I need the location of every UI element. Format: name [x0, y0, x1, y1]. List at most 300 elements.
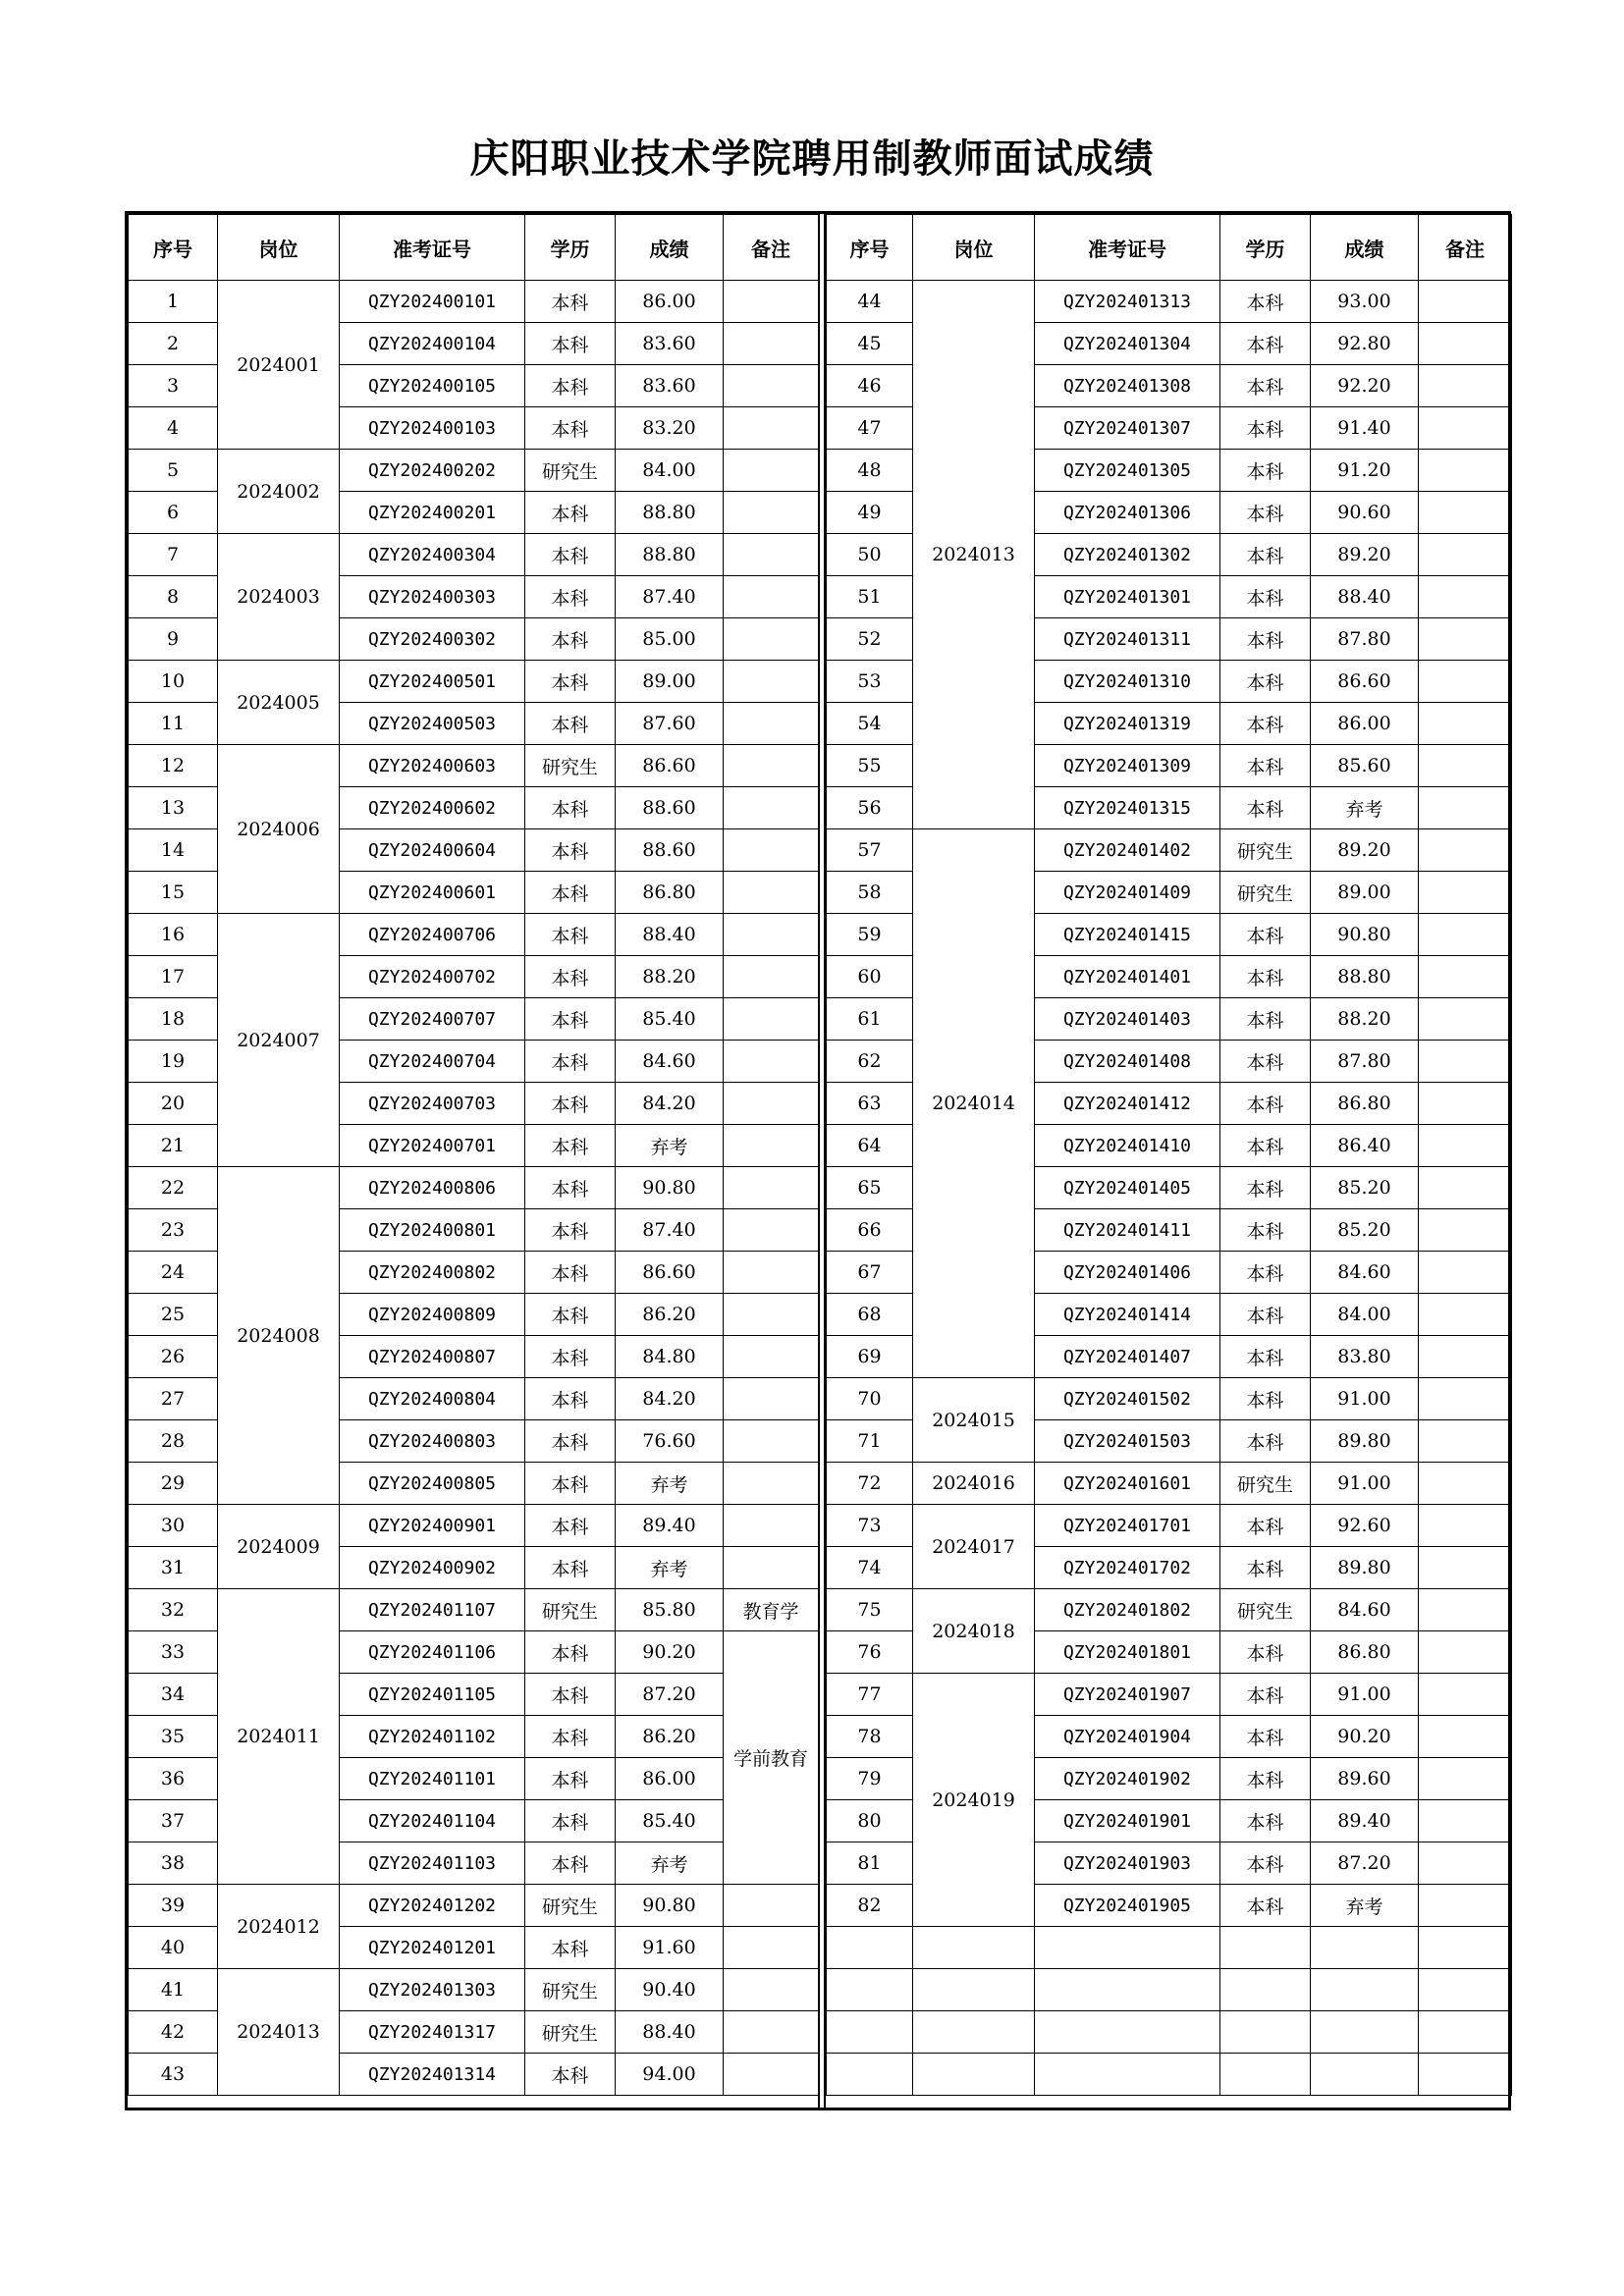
row-score: 88.20 — [1311, 998, 1419, 1041]
empty-cell — [1311, 2011, 1419, 2054]
row-no: 42 — [129, 2011, 218, 2054]
row-post: 2024018 — [913, 1589, 1035, 1674]
row-exam-id: QZY202401904 — [1035, 1716, 1220, 1758]
row-score: 85.60 — [1311, 745, 1419, 787]
row-no: 19 — [129, 1041, 218, 1083]
row-education: 本科 — [525, 1125, 616, 1167]
row-education: 本科 — [525, 956, 616, 998]
row-post: 2024001 — [218, 281, 340, 450]
row-score: 89.80 — [1311, 1420, 1419, 1463]
row-score: 87.20 — [616, 1674, 724, 1716]
row-exam-id: QZY202401702 — [1035, 1547, 1220, 1589]
table-row — [827, 829, 1512, 872]
row-exam-id: QZY202401311 — [1035, 618, 1220, 661]
row-score: 90.40 — [616, 1969, 724, 2011]
row-exam-id: QZY202400704 — [340, 1041, 525, 1083]
row-post: 2024003 — [218, 534, 340, 661]
row-score: 86.80 — [1311, 1083, 1419, 1125]
row-education: 本科 — [1220, 1800, 1311, 1842]
row-note — [724, 745, 819, 787]
row-exam-id: QZY202401107 — [340, 1589, 525, 1631]
row-no: 5 — [129, 450, 218, 492]
row-no: 66 — [827, 1209, 913, 1252]
row-note — [724, 407, 819, 450]
row-no: 37 — [129, 1800, 218, 1842]
row-exam-id: QZY202401102 — [340, 1716, 525, 1758]
row-score: 84.60 — [1311, 1589, 1419, 1631]
row-education: 研究生 — [525, 1589, 616, 1631]
row-no: 62 — [827, 1041, 913, 1083]
empty-cell — [1419, 1969, 1512, 2011]
row-no: 80 — [827, 1800, 913, 1842]
row-education: 研究生 — [1220, 1589, 1311, 1631]
empty-cell — [1220, 1969, 1311, 2011]
row-score: 88.40 — [616, 2011, 724, 2054]
row-note — [724, 1041, 819, 1083]
table-right-half — [826, 214, 1511, 2108]
row-exam-id: QZY202401412 — [1035, 1083, 1220, 1125]
row-education: 本科 — [1220, 1420, 1311, 1463]
row-no: 24 — [129, 1252, 218, 1294]
row-score: 86.20 — [616, 1716, 724, 1758]
header-post: 岗位 — [218, 215, 340, 281]
row-exam-id: QZY202400706 — [340, 914, 525, 956]
row-no: 43 — [129, 2054, 218, 2096]
empty-cell — [827, 2011, 913, 2054]
row-exam-id: QZY202401402 — [1035, 829, 1220, 872]
row-score: 86.00 — [616, 1758, 724, 1800]
row-note — [724, 1209, 819, 1252]
row-exam-id: QZY202401408 — [1035, 1041, 1220, 1083]
row-exam-id: QZY202400802 — [340, 1252, 525, 1294]
table-row — [129, 745, 819, 787]
row-score: 83.20 — [616, 407, 724, 450]
row-note — [1419, 956, 1512, 998]
row-score: 85.20 — [1311, 1209, 1419, 1252]
row-exam-id: QZY202401303 — [340, 1969, 525, 2011]
row-note — [724, 281, 819, 323]
row-post: 2024017 — [913, 1505, 1035, 1589]
row-note — [1419, 323, 1512, 365]
row-note — [724, 1969, 819, 2011]
row-score: 88.80 — [616, 492, 724, 534]
header-row — [129, 215, 819, 281]
row-education: 本科 — [525, 1463, 616, 1505]
row-no: 30 — [129, 1505, 218, 1547]
row-no: 31 — [129, 1547, 218, 1589]
row-no: 51 — [827, 576, 913, 618]
row-note — [724, 872, 819, 914]
row-score: 76.60 — [616, 1420, 724, 1463]
row-note — [1419, 534, 1512, 576]
table-row — [129, 1969, 819, 2011]
header-note: 备注 — [1419, 215, 1512, 281]
row-no: 58 — [827, 872, 913, 914]
row-exam-id: QZY202400809 — [340, 1294, 525, 1336]
row-note — [1419, 998, 1512, 1041]
row-note — [1419, 703, 1512, 745]
row-education: 本科 — [525, 492, 616, 534]
row-post: 2024008 — [218, 1167, 340, 1505]
row-note — [724, 1167, 819, 1209]
row-exam-id: QZY202401105 — [340, 1674, 525, 1716]
row-no: 12 — [129, 745, 218, 787]
row-no: 3 — [129, 365, 218, 407]
empty-row — [827, 2011, 1512, 2054]
row-score: 91.20 — [1311, 450, 1419, 492]
row-note — [724, 1125, 819, 1167]
row-score: 88.40 — [616, 914, 724, 956]
row-education: 研究生 — [525, 2011, 616, 2054]
header-edu: 学历 — [525, 215, 616, 281]
row-score: 86.00 — [1311, 703, 1419, 745]
empty-cell — [827, 1969, 913, 2011]
row-no: 9 — [129, 618, 218, 661]
row-no: 33 — [129, 1631, 218, 1674]
row-note — [1419, 1252, 1512, 1294]
row-score: 91.00 — [1311, 1674, 1419, 1716]
row-exam-id: QZY202401801 — [1035, 1631, 1220, 1674]
row-no: 32 — [129, 1589, 218, 1631]
row-education: 本科 — [1220, 1758, 1311, 1800]
row-education: 本科 — [525, 998, 616, 1041]
row-exam-id: QZY202401903 — [1035, 1842, 1220, 1885]
row-exam-id: QZY202401201 — [340, 1927, 525, 1969]
row-exam-id: QZY202400601 — [340, 872, 525, 914]
row-score: 87.60 — [616, 703, 724, 745]
row-education: 本科 — [525, 914, 616, 956]
row-no: 7 — [129, 534, 218, 576]
empty-cell — [913, 2011, 1035, 2054]
empty-cell — [913, 1927, 1035, 1969]
row-no: 68 — [827, 1294, 913, 1336]
row-education: 本科 — [1220, 1547, 1311, 1589]
row-exam-id: QZY202401314 — [340, 2054, 525, 2096]
row-education: 本科 — [1220, 281, 1311, 323]
row-no: 52 — [827, 618, 913, 661]
row-no: 22 — [129, 1167, 218, 1209]
row-education: 本科 — [525, 1547, 616, 1589]
empty-row — [827, 1969, 1512, 2011]
row-exam-id: QZY202401306 — [1035, 492, 1220, 534]
empty-cell — [1035, 1969, 1220, 2011]
row-no: 47 — [827, 407, 913, 450]
row-note — [1419, 872, 1512, 914]
row-education: 本科 — [525, 1674, 616, 1716]
row-education: 本科 — [525, 365, 616, 407]
row-education: 本科 — [1220, 1167, 1311, 1209]
header-score: 成绩 — [616, 215, 724, 281]
row-note — [724, 1463, 819, 1505]
row-no: 16 — [129, 914, 218, 956]
row-no: 8 — [129, 576, 218, 618]
row-note — [724, 1505, 819, 1547]
row-note — [1419, 1842, 1512, 1885]
row-exam-id: QZY202400807 — [340, 1336, 525, 1378]
row-no: 6 — [129, 492, 218, 534]
row-exam-id: QZY202400303 — [340, 576, 525, 618]
row-exam-id: QZY202401907 — [1035, 1674, 1220, 1716]
row-score: 84.00 — [1311, 1294, 1419, 1336]
row-no: 14 — [129, 829, 218, 872]
row-exam-id: QZY202401104 — [340, 1800, 525, 1842]
row-education: 本科 — [1220, 787, 1311, 829]
row-score: 88.20 — [616, 956, 724, 998]
row-note — [724, 1252, 819, 1294]
row-score: 弃考 — [616, 1125, 724, 1167]
row-education: 本科 — [1220, 365, 1311, 407]
row-note — [1419, 450, 1512, 492]
row-note — [1419, 1758, 1512, 1800]
row-exam-id: QZY202401301 — [1035, 576, 1220, 618]
row-no: 11 — [129, 703, 218, 745]
empty-row — [827, 2054, 1512, 2096]
row-no: 1 — [129, 281, 218, 323]
header-post: 岗位 — [913, 215, 1035, 281]
row-exam-id: QZY202400902 — [340, 1547, 525, 1589]
row-exam-id: QZY202401410 — [1035, 1125, 1220, 1167]
row-no: 74 — [827, 1547, 913, 1589]
score-table — [125, 211, 1511, 2110]
row-no: 55 — [827, 745, 913, 787]
row-education: 本科 — [1220, 956, 1311, 998]
row-exam-id: QZY202400806 — [340, 1167, 525, 1209]
row-score: 87.40 — [616, 576, 724, 618]
row-exam-id: QZY202401307 — [1035, 407, 1220, 450]
row-exam-id: QZY202401309 — [1035, 745, 1220, 787]
row-note — [724, 1294, 819, 1336]
row-exam-id: QZY202401401 — [1035, 956, 1220, 998]
row-no: 70 — [827, 1378, 913, 1420]
row-score: 90.80 — [616, 1167, 724, 1209]
row-exam-id: QZY202400503 — [340, 703, 525, 745]
row-education: 本科 — [1220, 1842, 1311, 1885]
row-education: 本科 — [1220, 1125, 1311, 1167]
row-post: 2024006 — [218, 745, 340, 914]
row-exam-id: QZY202401101 — [340, 1758, 525, 1800]
row-score: 86.20 — [616, 1294, 724, 1336]
row-note — [1419, 661, 1512, 703]
row-no: 82 — [827, 1885, 913, 1927]
row-score: 84.00 — [616, 450, 724, 492]
row-note — [724, 365, 819, 407]
row-no: 40 — [129, 1927, 218, 1969]
row-exam-id: QZY202400202 — [340, 450, 525, 492]
row-exam-id: QZY202400701 — [340, 1125, 525, 1167]
row-post: 2024005 — [218, 661, 340, 745]
row-no: 76 — [827, 1631, 913, 1674]
row-education: 本科 — [1220, 1209, 1311, 1252]
row-education: 本科 — [1220, 323, 1311, 365]
row-no: 29 — [129, 1463, 218, 1505]
row-score: 83.60 — [616, 323, 724, 365]
row-note — [1419, 1885, 1512, 1927]
row-no: 15 — [129, 872, 218, 914]
row-exam-id: QZY202401415 — [1035, 914, 1220, 956]
row-post: 2024013 — [218, 1969, 340, 2096]
row-no: 4 — [129, 407, 218, 450]
row-score: 84.80 — [616, 1336, 724, 1378]
row-education: 本科 — [525, 1378, 616, 1420]
row-note — [1419, 1167, 1512, 1209]
row-exam-id: QZY202401407 — [1035, 1336, 1220, 1378]
row-note — [724, 534, 819, 576]
row-note — [1419, 914, 1512, 956]
row-note — [724, 1885, 819, 1927]
row-exam-id: QZY202401305 — [1035, 450, 1220, 492]
row-education: 研究生 — [1220, 829, 1311, 872]
row-score: 89.00 — [616, 661, 724, 703]
row-exam-id: QZY202401901 — [1035, 1800, 1220, 1842]
row-score: 88.80 — [1311, 956, 1419, 998]
row-score: 92.80 — [1311, 323, 1419, 365]
row-education: 本科 — [525, 1209, 616, 1252]
row-no: 2 — [129, 323, 218, 365]
row-education: 本科 — [525, 1631, 616, 1674]
empty-cell — [1419, 2011, 1512, 2054]
row-post: 2024019 — [913, 1674, 1035, 1927]
row-note — [724, 2011, 819, 2054]
row-score: 弃考 — [616, 1842, 724, 1885]
row-score: 86.40 — [1311, 1125, 1419, 1167]
row-note — [724, 492, 819, 534]
row-score: 84.20 — [616, 1378, 724, 1420]
header-id: 准考证号 — [340, 215, 525, 281]
row-education: 本科 — [1220, 450, 1311, 492]
row-note — [724, 450, 819, 492]
row-education: 本科 — [525, 1716, 616, 1758]
row-score: 83.60 — [616, 365, 724, 407]
row-exam-id: QZY202401106 — [340, 1631, 525, 1674]
row-score: 88.60 — [616, 829, 724, 872]
row-note — [724, 1927, 819, 1969]
row-note — [724, 661, 819, 703]
row-score: 弃考 — [1311, 787, 1419, 829]
row-note — [1419, 1505, 1512, 1547]
row-education: 研究生 — [1220, 1463, 1311, 1505]
row-no: 39 — [129, 1885, 218, 1927]
row-note — [724, 956, 819, 998]
row-no: 50 — [827, 534, 913, 576]
row-education: 本科 — [1220, 1336, 1311, 1378]
row-education: 本科 — [1220, 1083, 1311, 1125]
score-table-right — [826, 214, 1512, 2096]
row-note — [1419, 1041, 1512, 1083]
row-score: 90.20 — [1311, 1716, 1419, 1758]
row-score: 90.80 — [616, 1885, 724, 1927]
row-score: 86.60 — [616, 745, 724, 787]
row-exam-id: QZY202401202 — [340, 1885, 525, 1927]
row-no: 54 — [827, 703, 913, 745]
row-exam-id: QZY202401304 — [1035, 323, 1220, 365]
row-score: 87.80 — [1311, 618, 1419, 661]
row-education: 本科 — [1220, 703, 1311, 745]
row-score: 86.00 — [616, 281, 724, 323]
row-score: 90.60 — [1311, 492, 1419, 534]
row-score: 87.40 — [616, 1209, 724, 1252]
row-exam-id: QZY202400501 — [340, 661, 525, 703]
row-exam-id: QZY202401905 — [1035, 1885, 1220, 1927]
row-exam-id: QZY202401409 — [1035, 872, 1220, 914]
row-score: 84.20 — [616, 1083, 724, 1125]
row-note — [1419, 1336, 1512, 1378]
row-education: 研究生 — [525, 450, 616, 492]
row-note — [724, 576, 819, 618]
row-no: 63 — [827, 1083, 913, 1125]
header-no: 序号 — [827, 215, 913, 281]
empty-cell — [913, 2054, 1035, 2096]
row-note — [724, 323, 819, 365]
row-note — [1419, 1631, 1512, 1674]
row-education: 本科 — [1220, 534, 1311, 576]
row-note — [1419, 1125, 1512, 1167]
row-exam-id: QZY202401315 — [1035, 787, 1220, 829]
row-exam-id: QZY202400602 — [340, 787, 525, 829]
row-no: 69 — [827, 1336, 913, 1378]
row-no: 72 — [827, 1463, 913, 1505]
row-exam-id: QZY202400805 — [340, 1463, 525, 1505]
row-score: 88.80 — [616, 534, 724, 576]
empty-row — [827, 1927, 1512, 1969]
row-note — [1419, 1463, 1512, 1505]
row-exam-id: QZY202400707 — [340, 998, 525, 1041]
row-note — [1419, 1294, 1512, 1336]
row-exam-id: QZY202400104 — [340, 323, 525, 365]
row-score: 92.20 — [1311, 365, 1419, 407]
score-table-left — [128, 214, 819, 2096]
row-no: 35 — [129, 1716, 218, 1758]
row-score: 83.80 — [1311, 1336, 1419, 1378]
row-exam-id: QZY202400103 — [340, 407, 525, 450]
row-score: 90.20 — [616, 1631, 724, 1674]
row-exam-id: QZY202401414 — [1035, 1294, 1220, 1336]
row-note — [1419, 1589, 1512, 1631]
row-exam-id: QZY202401403 — [1035, 998, 1220, 1041]
header-row — [827, 215, 1512, 281]
row-no: 38 — [129, 1842, 218, 1885]
row-no: 27 — [129, 1378, 218, 1420]
row-education: 本科 — [525, 576, 616, 618]
table-row — [827, 1505, 1512, 1547]
row-no: 67 — [827, 1252, 913, 1294]
row-score: 89.00 — [1311, 872, 1419, 914]
empty-cell — [1035, 1927, 1220, 1969]
row-exam-id: QZY202400803 — [340, 1420, 525, 1463]
row-education: 本科 — [525, 2054, 616, 2096]
row-no: 57 — [827, 829, 913, 872]
row-no: 34 — [129, 1674, 218, 1716]
row-no: 60 — [827, 956, 913, 998]
row-note — [1419, 576, 1512, 618]
row-education: 本科 — [525, 1758, 616, 1800]
row-score: 84.60 — [1311, 1252, 1419, 1294]
row-post: 2024002 — [218, 450, 340, 534]
row-note — [1419, 1083, 1512, 1125]
row-education: 本科 — [525, 281, 616, 323]
row-note — [1419, 787, 1512, 829]
row-note — [724, 1547, 819, 1589]
row-exam-id: QZY202401317 — [340, 2011, 525, 2054]
row-education: 本科 — [525, 1927, 616, 1969]
row-score: 86.60 — [1311, 661, 1419, 703]
row-note — [1419, 281, 1512, 323]
row-note — [1419, 407, 1512, 450]
table-row — [129, 1167, 819, 1209]
row-education: 本科 — [525, 1800, 616, 1842]
row-score: 弃考 — [616, 1547, 724, 1589]
row-education: 本科 — [525, 1041, 616, 1083]
row-no: 20 — [129, 1083, 218, 1125]
